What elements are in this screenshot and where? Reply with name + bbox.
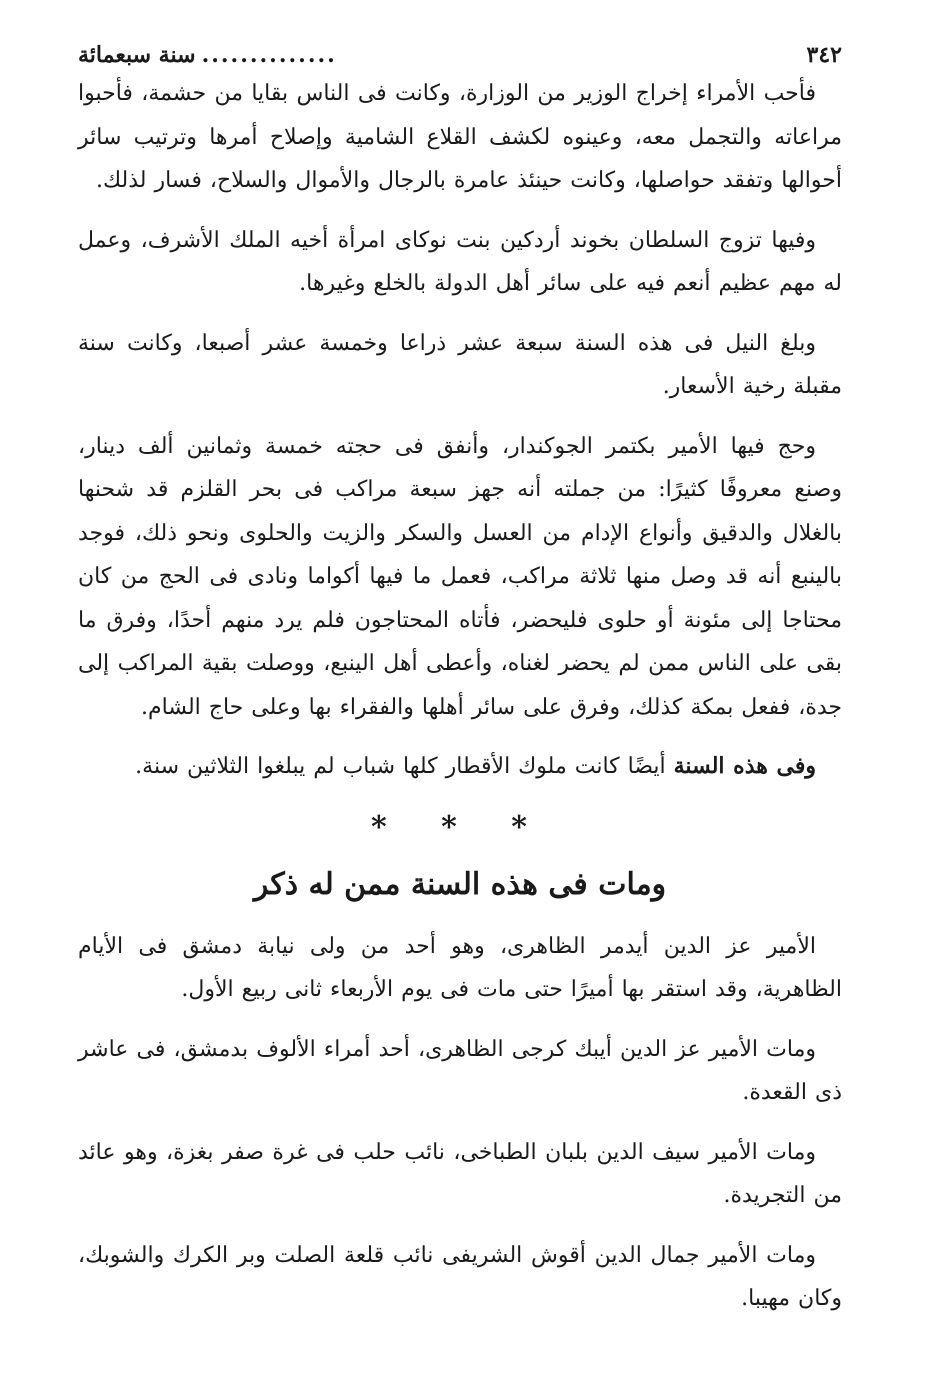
page-number: ٣٤٢ (806, 42, 842, 68)
paragraph: فأحب الأمراء إخراج الوزير من الوزارة، وكانت فى الناس بقايا من حشمة، فأحبوا مراعاته والتجمل معه، وعينوه لكشف القلاع الشامية وإصلاح أمرها وترتيب سائر أحوالها وتفقد حواصلها، وكانت حينئذ عامرة بالرجال والأموال والسلاح، فسار لذلك. (78, 81, 842, 193)
section-separator: * * * (371, 809, 549, 845)
paragraph: ومات الأمير عز الدين أيبك كرجى الظاهرى، أحد أمراء الألوف بدمشق، فى عاشر ذى القعدة. (78, 1036, 842, 1105)
section-title: ومات فى هذه السنة ممن له ذكر (253, 866, 667, 902)
bold-lead-text: وفى هذه السنة (673, 753, 816, 779)
paragraph: وفيها تزوج السلطان بخوند أردكين بنت نوكاى امرأة أخيه الملك الأشرف، وعمل له مهم عظيم أنعم فيه على سائر أهل الدولة بالخلع وغيرها. (78, 227, 842, 296)
running-title: سنة سبعمائة (78, 42, 196, 68)
paragraph-rest-text: أيضًا كانت ملوك الأقطار كلها شباب لم يبلغوا الثلاثين سنة. (135, 754, 674, 779)
running-head (78, 40, 842, 70)
paragraph: الأمير عز الدين أيدمر الظاهرى، وهو أحد من ولى نيابة دمشق فى الأيام الظاهرية، وقد استقر بها أميرًا حتى مات فى يوم الأربعاء ثانى ربيع الأول. (78, 933, 842, 1002)
paragraph: وحج فيها الأمير بكتمر الجوكندار، وأنفق فى حجته خمسة وثمانين ألف دينار، وصنع معروفًا كثيرًا: من جملته أنه جهز سبعة مراكب فى بحر القلزم قد شحنها بالغلال والدقيق وأنواع الإدام من العسل والسكر والزيت والحلوى ونحو ذلك، فوجد بالينبع أنه قد وصل منها ثلاثة مراكب، فعمل ما فيها أكواما ونادى فى الحج من كان محتاجا إلى مئونة أو حلوى فليحضر، فأتاه المحتاجون فلم يرد منهم أحدًا، وفرق ما بقى على الناس ممن لم يحضر لغناه، وأعطى أهل الينبع، ووصلت بقية المراكب إلى جدة، ففعل بمكة كذلك، وفرق على سائر أهلها والفقراء بها وعلى حاج الشام. (78, 433, 842, 720)
dot-leader: .............. (201, 42, 337, 68)
paragraph-bold-lead (78, 745, 842, 789)
paragraph: ومات الأمير جمال الدين أقوش الشريفى نائب قلعة الصلت وبر الكرك والشوبك، وكان مهيبا. (78, 1242, 842, 1311)
book-page (78, 40, 842, 1337)
paragraph: ومات الأمير سيف الدين بلبان الطباخى، نائب حلب فى غرة صفر بغزة، وهو عائد من التجريدة. (78, 1139, 842, 1208)
paragraph: وبلغ النيل فى هذه السنة سبعة عشر ذراعا وخمسة عشر أصبعا، وكانت سنة مقبلة رخية الأسعار. (78, 330, 842, 399)
